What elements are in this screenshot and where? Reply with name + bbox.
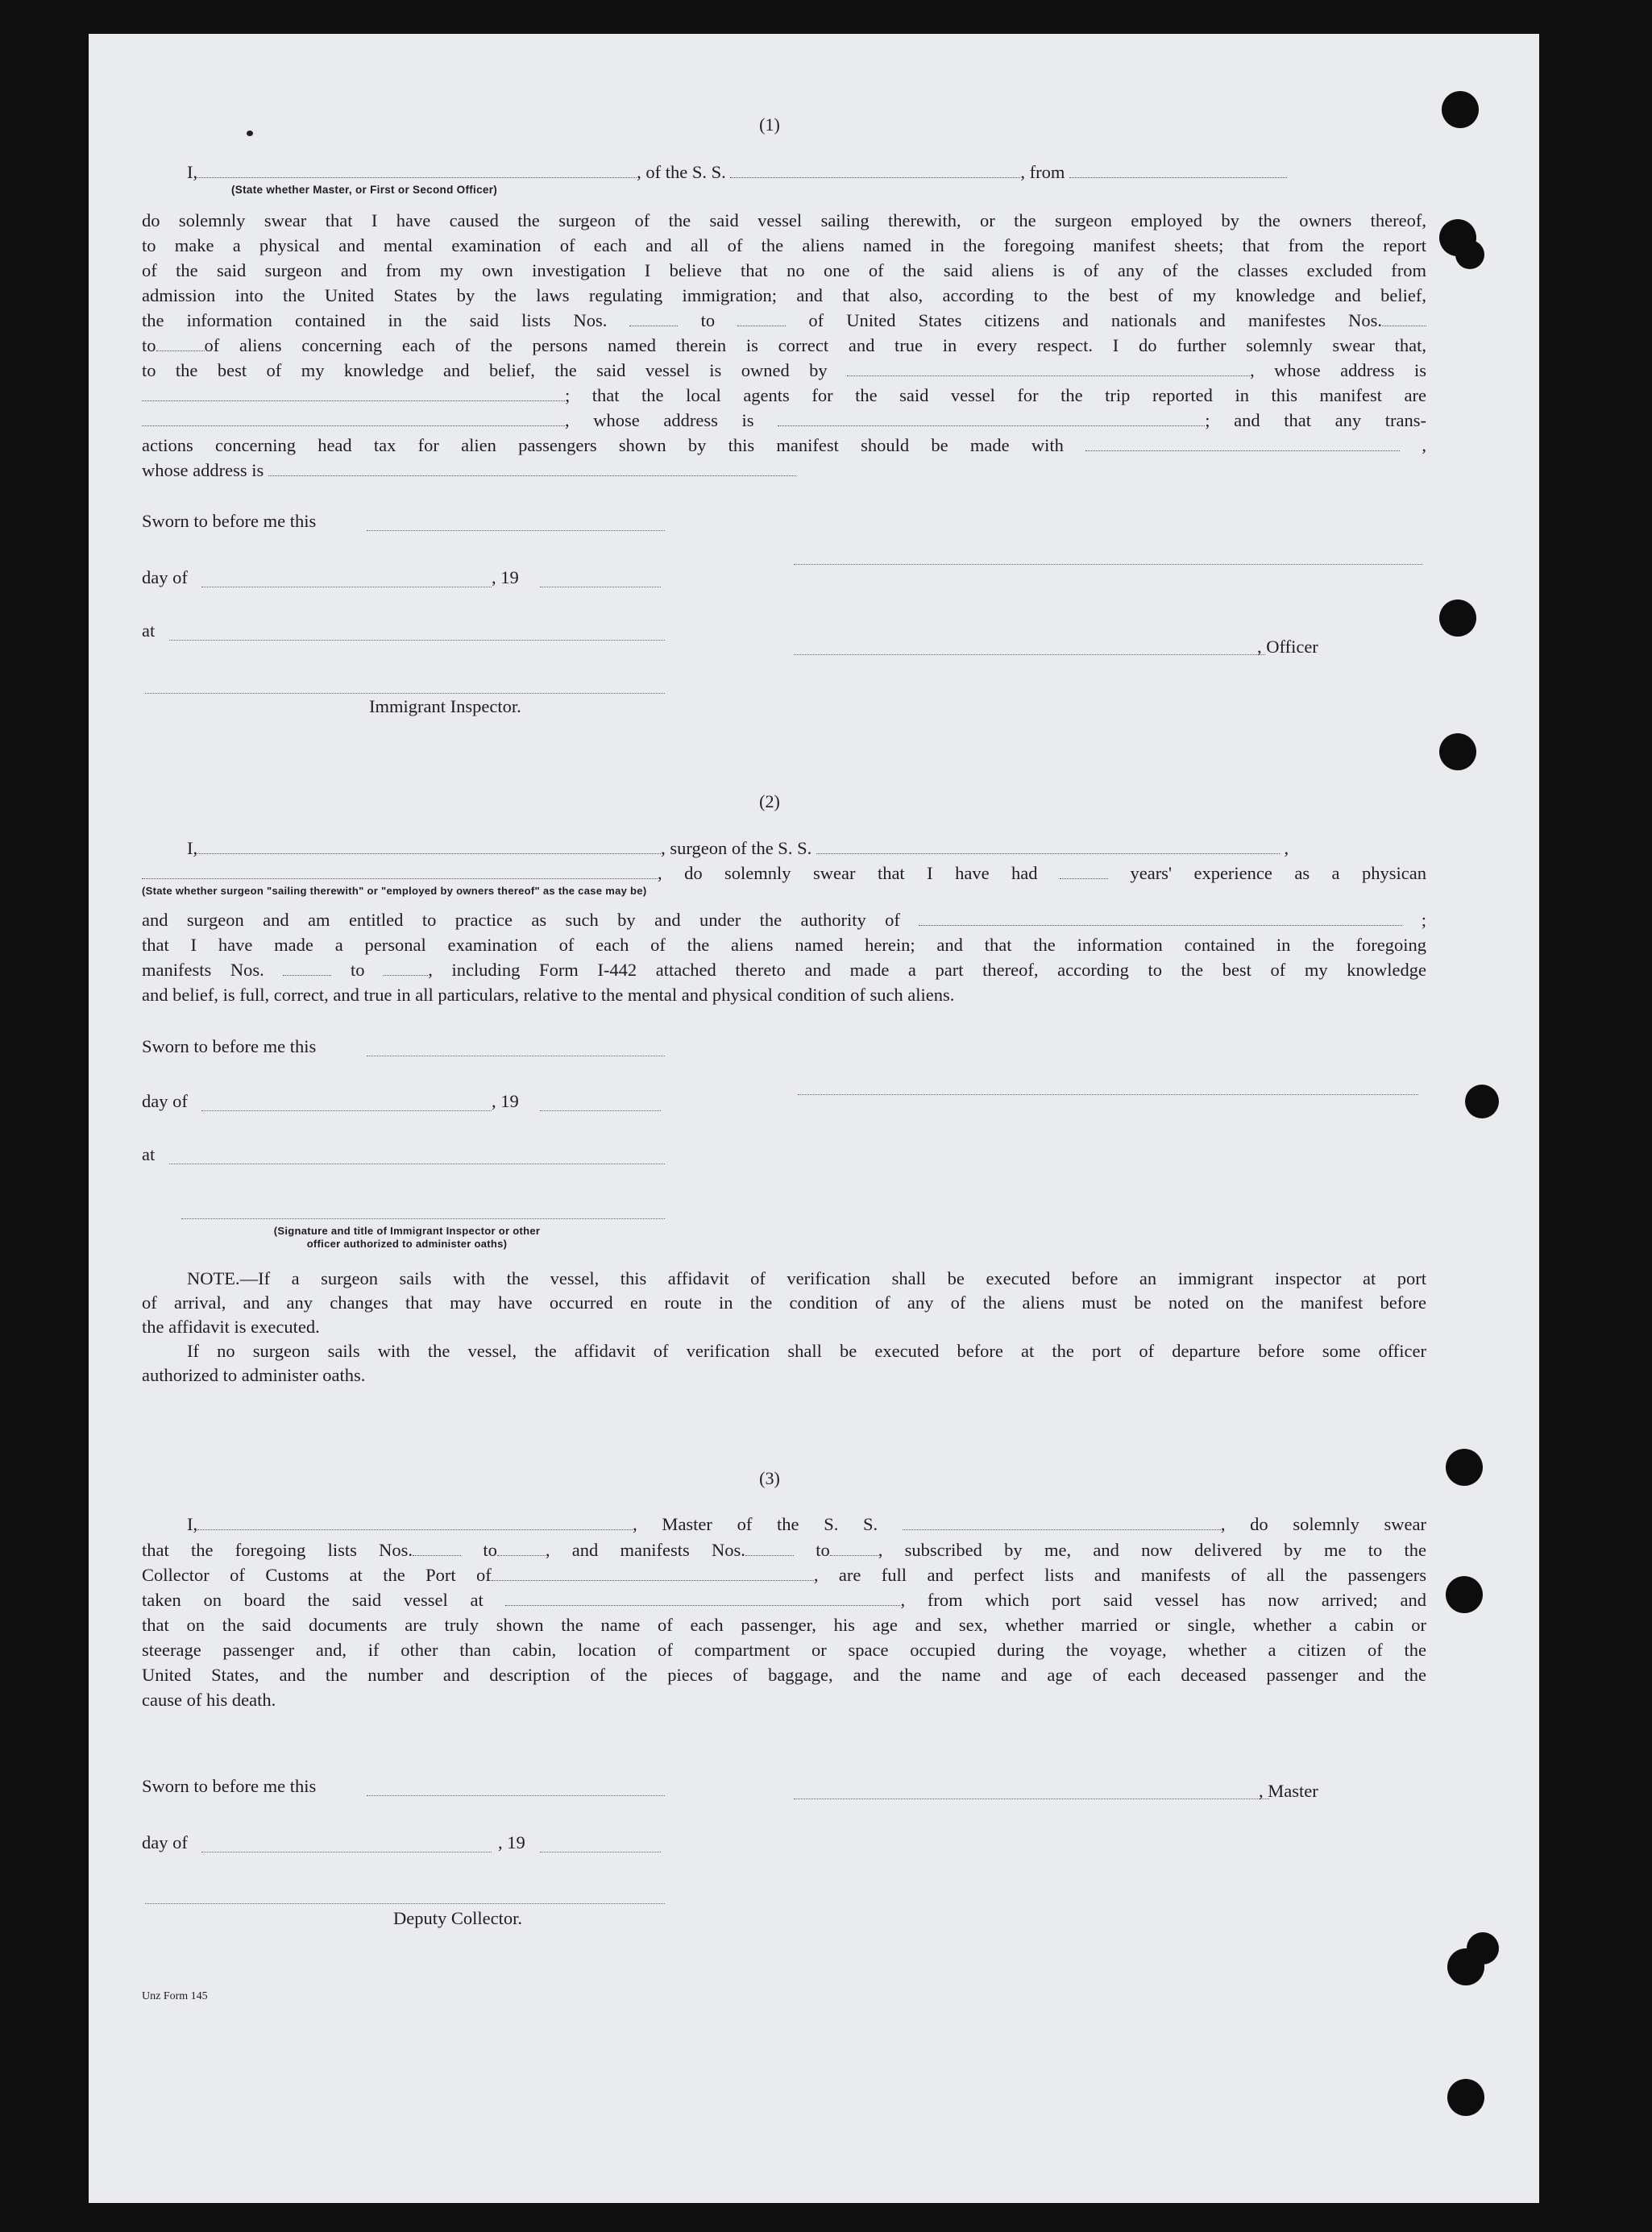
aliens-label: of aliens concerning each of the persons named therein is correct and true in every respect. I do further solemnly swear that, [204,335,1426,355]
surgeon-name-field[interactable] [197,837,661,854]
manifests-from-field[interactable] [283,959,331,976]
sworn-label: Sworn to before me this [142,511,317,531]
address-label: , whose address is [565,410,754,430]
lists-full-label: , are full and perfect lists and manifests of all the passengers [813,1565,1426,1585]
body-line [142,1562,1426,1587]
signature-note-1: (Signature and title of Immigrant Inspector or other [273,1225,541,1237]
taken-label: taken on board the said vessel at [142,1590,484,1610]
subscribed-label: , subscribed by me, and now delivered by me to the [878,1540,1427,1560]
authority-field[interactable] [919,909,1402,926]
body-line: of the said surgeon and from my own investigation I believe that no one of the said aliens is of any of the classes excluded from [142,260,1426,280]
master-signature-field[interactable] [794,1798,1269,1799]
at-place-field[interactable] [169,640,665,641]
to-label: to [351,960,365,980]
officer-label: , Officer [1257,637,1318,657]
section-1-number: (1) [759,114,780,135]
head-tax-label: actions concerning head tax for alien passengers shown by this manifest should be made with [142,435,1064,455]
note-line: the affidavit is executed. [142,1317,320,1337]
agents-address-field[interactable] [778,409,1205,426]
day-of-label: day of [142,1832,188,1852]
lists-to-field[interactable] [497,1539,546,1556]
inspector-label: Immigrant Inspector. [369,696,521,716]
ink-speck [247,131,253,136]
section-3-body [142,1537,1426,1712]
head-tax-address-field[interactable] [268,459,796,476]
section-1-first-line [187,160,1444,185]
from-label: , from [1020,162,1065,182]
years-field[interactable] [1060,862,1108,879]
inspector-signature-field[interactable] [145,693,665,694]
officer-note: (State whether Master, or First or Second Officer) [231,184,498,196]
master-label: , Master [1259,1781,1318,1801]
body-line [142,333,1426,358]
form-label: , including Form I-442 attached thereto and made a part thereof, according to the best of my knowledge [428,960,1427,980]
years-label: years' experience as a physican [1130,863,1426,883]
body-line: and surgeon and am entitled to practice as such by and under the authority of ; [142,910,1427,930]
body-line: do solemnly swear that I have caused the surgeon of the said vessel sailing therewith, or the surgeon employed by the owners thereof, [142,210,1426,230]
sworn-date-field[interactable] [367,1795,665,1796]
lists-from-field[interactable] [413,1539,461,1556]
at-label: at [142,620,156,641]
body-line: that on the said documents are truly shown the name of each passenger, his age and sex, whether married or single, whether a cabin or [142,1615,1426,1635]
swear-label: , do solemnly swear [1220,1514,1427,1534]
body-line [142,308,1426,333]
body-line [142,358,1426,383]
binder-hole [1465,1085,1499,1118]
section-2-second-line [142,861,1426,886]
section-1-body [142,208,1426,483]
vessel-name-field[interactable] [730,161,1020,178]
i-label: I, [187,838,198,858]
section-2-first-line: I, , surgeon of the S. S. , [187,838,1289,858]
body-line: United States, and the number and description of the pieces of baggage, and the name and age of each deceased passenger and the [142,1665,1426,1685]
i-label: I, [187,162,198,182]
sworn-label: Sworn to before me this [142,1036,317,1056]
sworn-date-field[interactable] [367,530,665,531]
departure-port-field[interactable] [505,1589,900,1606]
note-line: NOTE.—If a surgeon sails with the vessel, this affidavit of verification shall be executed before an immigrant inspector at port [187,1268,1426,1288]
inspector-signature-field[interactable] [181,1218,665,1219]
owned-by-label: to the best of my knowledge and belief, the said vessel is owned by [142,360,828,380]
signature-note-2: officer authorized to administer oaths) [306,1238,508,1250]
collector-signature-field[interactable] [145,1903,665,1904]
experience-label: , do solemnly swear that I have had [658,863,1038,883]
surgeon-label: , surgeon of the S. S. [661,838,812,858]
body-line: admission into the United States by the laws regulating immigration; and that also, according to the best of my knowledge and belief, [142,285,1426,305]
owner-field[interactable] [847,359,1250,376]
arrived-label: , from which port said vessel has now arrived; and [900,1590,1426,1610]
section-3-first-line [187,1512,1426,1537]
vessel-name-field[interactable] [816,837,1280,854]
lists-from-field[interactable] [629,309,678,326]
form-number: Unz Form 145 [142,1990,208,2002]
address-label: , whose address is [1250,360,1426,380]
body-line [142,957,1426,982]
binder-hole [1439,733,1476,770]
year-label: , 19 [492,567,519,587]
manifests-label: , and manifests Nos. [545,1540,745,1560]
day-of-label: day of [142,567,188,587]
manifests-to-field[interactable] [156,334,205,351]
officer-name-line[interactable] [794,654,1265,655]
body-line: to make a physical and mental examination of each and all of the aliens named in the foregoing manifest sheets; that from the report [142,235,1426,255]
note-line: authorized to administer oaths. [142,1365,366,1385]
section-3-number: (3) [759,1468,780,1488]
to-label: to [700,310,716,330]
binder-hole [1447,1948,1484,1985]
agents-label: ; that the local agents for the said vessel for the trip reported in this manifest are [565,385,1426,405]
body-line [142,458,1426,483]
binder-hole [1455,240,1484,269]
binder-hole [1446,1449,1483,1486]
authority-label: and surgeon and am entitled to practice as such by and under the authority of [142,910,900,930]
body-line [142,408,1426,433]
year-label: , 19 [498,1832,525,1852]
surgeon-signature-field[interactable] [798,1094,1418,1095]
lists-label: that the foregoing lists Nos. [142,1540,413,1560]
vessel-name-field[interactable] [903,1513,1221,1530]
of-ss-label: , of the S. S. [637,162,726,182]
year-label: , 19 [492,1091,519,1111]
manifests-to-field[interactable] [384,959,428,976]
i-label: I, [187,1514,198,1534]
body-line: actions concerning head tax for alien passengers shown by this manifest should be made with , [142,435,1427,455]
binder-hole [1439,599,1476,637]
agents-field[interactable] [142,409,565,426]
manifests-to-field[interactable] [830,1539,878,1556]
note-line: of arrival, and any changes that may have occurred en route in the condition of any of the aliens must be noted on the manifest before [142,1292,1426,1313]
lists-label: the information contained in the said lists Nos. [142,310,608,330]
lists-to-field[interactable] [737,309,786,326]
head-tax-field[interactable] [1085,434,1400,451]
manifests-from-field[interactable] [1382,309,1426,326]
form-page [89,34,1539,2203]
manifests-from-field[interactable] [745,1539,794,1556]
master-name-field[interactable] [197,1513,633,1530]
month-field[interactable] [201,1110,492,1111]
section-2-body [142,907,1426,1007]
manifests-label: of United States citizens and nationals and manifestes Nos. [808,310,1383,330]
binder-hole [1446,1576,1483,1613]
master-label: , Master of the S. S. [633,1514,878,1534]
binder-hole [1442,91,1479,128]
body-line [142,1587,1426,1612]
section-2-number: (2) [759,791,780,811]
officer-name-field[interactable] [197,161,637,178]
body-line: that I have made a personal examination of each of the aliens named herein; and that the information contained in the foregoing [142,935,1426,955]
body-line [142,383,1426,408]
owner-address-field[interactable] [142,384,565,401]
surgeon-status-field[interactable] [142,862,658,879]
at-label: at [142,1144,156,1164]
body-line [142,1537,1426,1562]
body-line: steerage passenger and, if other than cabin, location of compartment or space occupied during the voyage, whether a citizen of the [142,1640,1426,1660]
year-field[interactable] [540,1110,661,1111]
surgeon-note: (State whether surgeon "sailing therewith" or "employed by owners thereof" as the case may be) [142,885,647,897]
note-block [142,1267,1426,1388]
note-line: If no surgeon sails with the vessel, the affidavit of verification shall be executed before at the port of departure before some officer [187,1341,1426,1361]
collector-label: Deputy Collector. [393,1908,522,1928]
to-label: to [142,335,156,355]
body-line: and belief, is full, correct, and true in all particulars, relative to the mental and physical condition of such aliens. [142,985,955,1005]
day-of-label: day of [142,1091,188,1111]
transactions-label: ; and that any trans- [1205,410,1427,430]
to-label: to [483,1540,497,1560]
whose-address-label: whose address is [142,460,264,480]
binder-hole [1447,2079,1484,2116]
port-label: Collector of Customs at the Port of [142,1565,492,1585]
sworn-label: Sworn to before me this [142,1776,317,1796]
port-field[interactable] [492,1564,814,1581]
officer-signature-field[interactable] [794,564,1422,565]
body-line: cause of his death. [142,1690,276,1710]
from-port-field[interactable] [1069,161,1287,178]
to-label: to [816,1540,830,1560]
manifests-label: manifests Nos. [142,960,264,980]
